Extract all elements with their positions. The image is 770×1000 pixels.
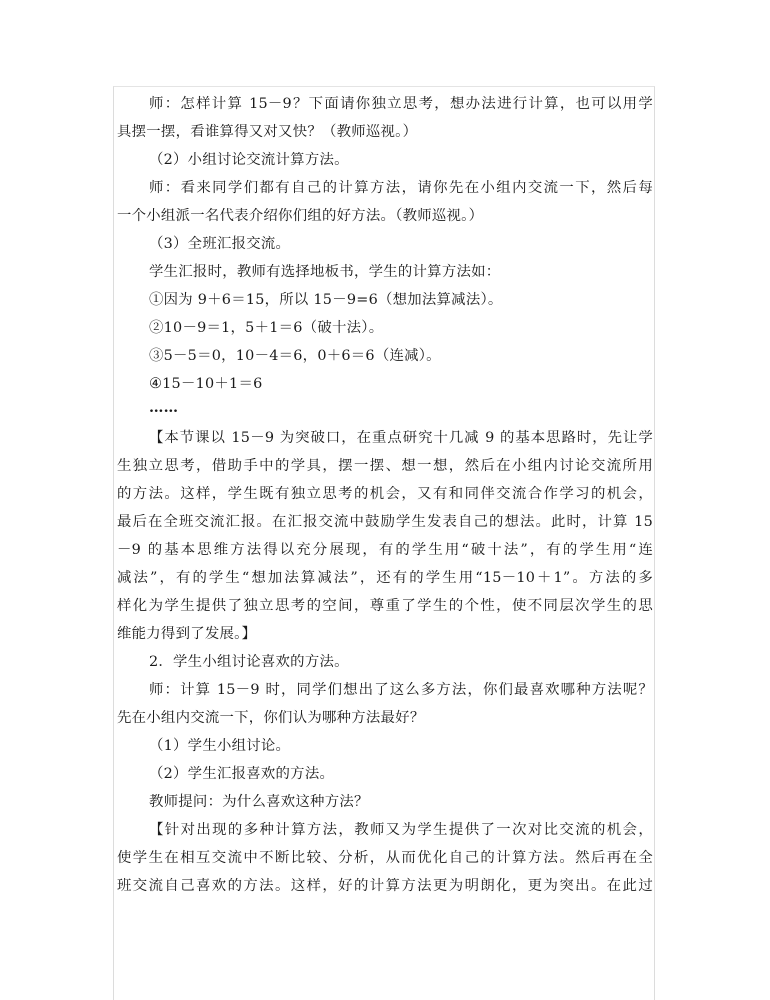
text-line: （2）学生汇报喜欢的方法。 xyxy=(149,766,335,782)
text-line: 班交流自己喜欢的方法。这样，好的计算方法更为明朗化，更为突出。在此过 xyxy=(117,878,653,894)
text-line: ④15－10＋1＝6 xyxy=(149,376,263,392)
text-line: 具摆一摆，看谁算得又对又快？（教师巡视。） xyxy=(117,124,418,140)
text-line: 师：计算 15－9 时，同学们想出了这么多方法，你们最喜欢哪种方法呢？ xyxy=(149,682,653,698)
text-line: 【本节课以 15－9 为突破口，在重点研究十几减 9 的基本思路时，先让学 xyxy=(149,430,653,446)
text-line: 师：看来同学们都有自己的计算方法，请你先在小组内交流一下，然后每 xyxy=(149,180,653,196)
text-line: 先在小组内交流一下，你们认为哪种方法最好？ xyxy=(117,710,425,726)
text-line: 的方法。这样，学生既有独立思考的机会，又有和同伴交流合作学习的机会， xyxy=(117,486,653,502)
text-line: （1）学生小组讨论。 xyxy=(149,738,291,754)
text-line: 一个小组派一名代表介绍你们组的好方法。（教师巡视。） xyxy=(117,208,484,224)
text-line: 学生汇报时，教师有选择地板书，学生的计算方法如： xyxy=(149,264,501,280)
text-line: ①因为 9＋6＝15，所以 15－9=6（想加法算减法）。 xyxy=(149,292,503,308)
text-line: ③5－5＝0，10－4＝6，0＋6＝6（连减）。 xyxy=(149,348,441,364)
text-line: 减法”，有的学生“想加法算减法”，还有的学生用“15－10＋1”。方法的多 xyxy=(117,570,653,586)
text-line: －9 的基本思维方法得以充分展现，有的学生用“破十法”，有的学生用“连 xyxy=(117,542,653,558)
text-line: （2）小组讨论交流计算方法。 xyxy=(149,152,349,168)
text-line: 最后在全班交流汇报。在汇报交流中鼓励学生发表自己的想法。此时，计算 15 xyxy=(117,514,653,530)
text-line: 【针对出现的多种计算方法，教师又为学生提供了一次对比交流的机会， xyxy=(149,822,653,838)
text-line: 维能力得到了发展。】 xyxy=(117,626,257,642)
text-line: 2．学生小组讨论喜欢的方法。 xyxy=(149,654,349,670)
text-line: 教师提问：为什么喜欢这种方法？ xyxy=(149,794,369,810)
text-line: ②10－9＝1，5＋1＝6（破十法）。 xyxy=(149,320,384,336)
document-page xyxy=(113,86,655,1000)
text-line: 师：怎样计算 15－9？下面请你独立思考，想办法进行计算，也可以用学 xyxy=(149,96,653,112)
text-line: 生独立思考，借助手中的学具，摆一摆、想一想，然后在小组内讨论交流所用 xyxy=(117,458,653,474)
text-line: 样化为学生提供了独立思考的空间，尊重了学生的个性，使不同层次学生的思 xyxy=(117,598,653,614)
text-line: 使学生在相互交流中不断比较、分析，从而优化自己的计算方法。然后再在全 xyxy=(117,850,653,866)
text-line: （3）全班汇报交流。 xyxy=(149,236,291,252)
ellipsis-line: …… xyxy=(149,399,179,416)
